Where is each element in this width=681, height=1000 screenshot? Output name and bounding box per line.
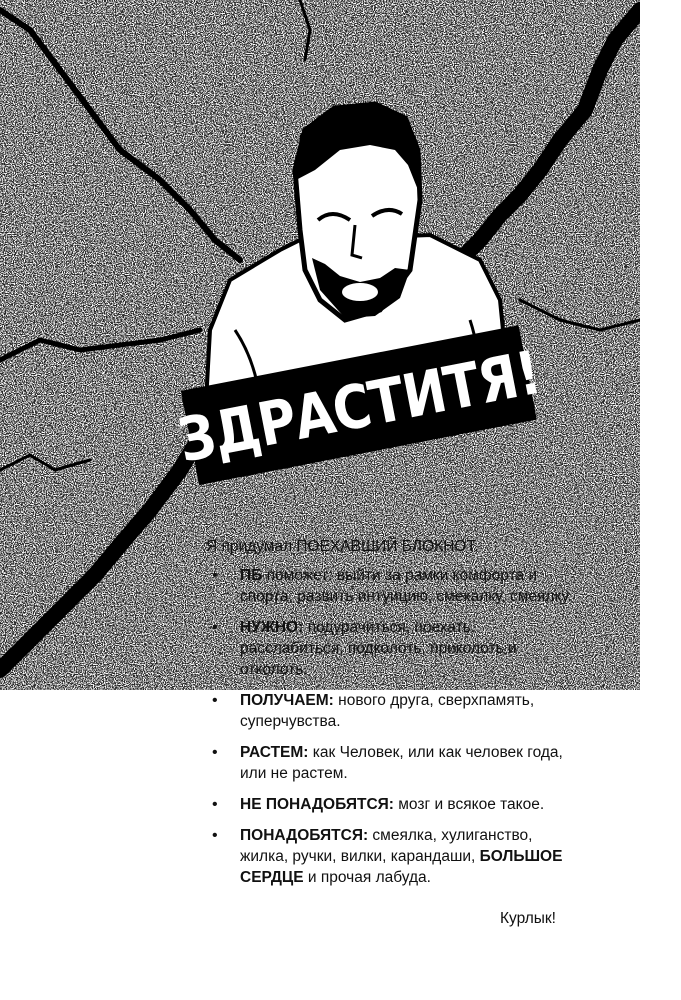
item-text: смеялка, хулиганство, жилка, ручки, вилки, карандаши, <box>240 827 533 865</box>
list-item <box>206 617 576 680</box>
intro-text: Я придумал ПОЕХАВШИЙ БЛОКНОТ. <box>206 538 479 555</box>
item-text: как Человек, или как человек года, или не растем. <box>240 744 563 782</box>
item-lead: НУЖНО: <box>240 619 304 636</box>
item-text: поможет: выйти за рамки комфорта и спорта, развить интуицию, смекалку, смеялку. <box>240 567 572 605</box>
item-text: подурачиться, поехать, расслабиться, подколоть, приколоть и отколоть. <box>240 619 517 678</box>
list-item <box>206 690 576 732</box>
body-text <box>206 536 576 898</box>
bullet-icon: • <box>212 567 218 584</box>
item-emphasis: БОЛЬШОЕ СЕРДЦЕ <box>240 848 563 886</box>
item-lead: ПБ <box>240 567 263 584</box>
list-item <box>206 565 576 607</box>
item-lead: НЕ ПОНАДОБЯТСЯ: <box>240 796 394 813</box>
list-item <box>206 794 576 815</box>
item-text: нового друга, сверхпамять, суперчувства. <box>240 692 535 730</box>
item-lead: ПОЛУЧАЕМ: <box>240 692 334 709</box>
item-lead: ПОНАДОБЯТСЯ: <box>240 827 369 844</box>
list-item <box>206 825 576 888</box>
bullet-icon: • <box>212 796 218 813</box>
list-item <box>206 742 576 784</box>
bullet-icon: • <box>212 827 218 844</box>
headline-banner: ЗДРАСТИТЯ! <box>181 325 537 485</box>
item-text: мозг и всякое такое. <box>393 796 545 813</box>
signature-text: Курлык! <box>500 910 556 927</box>
bullet-icon: • <box>212 692 218 709</box>
item-lead: РАСТЕМ: <box>240 744 309 761</box>
bullet-icon: • <box>212 744 218 761</box>
feature-list <box>206 565 576 888</box>
bullet-icon: • <box>212 619 218 636</box>
item-tail: и прочая лабуда. <box>303 869 431 886</box>
